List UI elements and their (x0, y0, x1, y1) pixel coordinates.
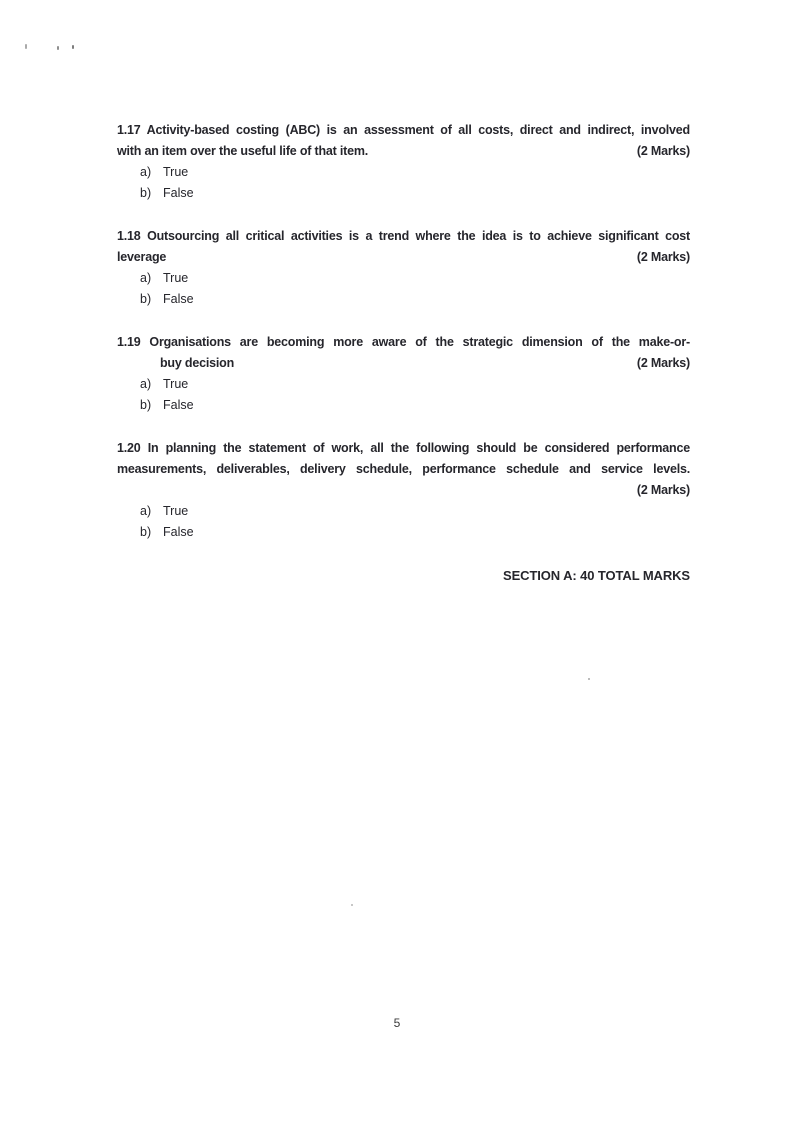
option-text: False (163, 525, 194, 539)
option-row-true (117, 162, 690, 183)
option-row-false (117, 183, 690, 204)
scan-speck (57, 46, 59, 50)
option-label: a) (140, 165, 152, 179)
option-label: b) (140, 292, 152, 306)
marks-label: (2 Marks) (636, 250, 690, 264)
question-text-line: 1.20 In planning the statement of work, all the following should be considered performance (117, 441, 690, 455)
marks-label: (2 Marks) (636, 144, 690, 158)
option-label: a) (140, 377, 152, 391)
question-text-line-with-marks (117, 247, 690, 268)
question-1-19 (117, 332, 690, 416)
scan-speck (25, 44, 27, 49)
option-label: b) (140, 186, 152, 200)
question-text-continued: leverage (117, 250, 167, 264)
option-text: True (163, 271, 189, 285)
question-text-line: 1.18 Outsourcing all critical activities is a trend where the idea is to achieve significant cost (117, 229, 690, 243)
option-text: False (163, 186, 194, 200)
option-row-false (117, 289, 690, 310)
option-row-true (117, 374, 690, 395)
scan-speck (351, 904, 353, 906)
question-text-line: measurements, deliverables, delivery schedule, performance schedule and service levels. (117, 462, 690, 476)
option-label: b) (140, 398, 152, 412)
question-text-line: 1.19 Organisations are becoming more aware of the strategic dimension of the make-or- (117, 335, 690, 349)
question-1-20 (117, 438, 690, 543)
scan-speck (588, 678, 590, 680)
question-text-continued: buy decision (160, 356, 235, 370)
option-text: True (163, 504, 189, 518)
option-text: False (163, 292, 194, 306)
option-row-false (117, 522, 690, 543)
option-text: True (163, 165, 189, 179)
question-text-continued: with an item over the useful life of that item. (117, 144, 369, 158)
marks-label: (2 Marks) (636, 483, 690, 497)
option-row-true (117, 268, 690, 289)
question-text-line: 1.17 Activity-based costing (ABC) is an assessment of all costs, direct and indirect, involved (117, 123, 690, 137)
question-1-18 (117, 226, 690, 310)
option-text: True (163, 377, 189, 391)
question-text-line-with-marks (117, 141, 690, 162)
question-1-17 (117, 120, 690, 204)
option-label: a) (140, 271, 152, 285)
scan-speck (72, 45, 74, 49)
option-text: False (163, 398, 194, 412)
section-total-marks: SECTION A: 40 TOTAL MARKS (503, 568, 690, 583)
option-label: b) (140, 525, 152, 539)
page-content (117, 120, 690, 586)
option-row-false (117, 395, 690, 416)
option-label: a) (140, 504, 152, 518)
question-text-line-with-marks (117, 353, 690, 374)
marks-label: (2 Marks) (636, 356, 690, 370)
option-row-true (117, 501, 690, 522)
page-number: 5 (393, 1016, 401, 1030)
